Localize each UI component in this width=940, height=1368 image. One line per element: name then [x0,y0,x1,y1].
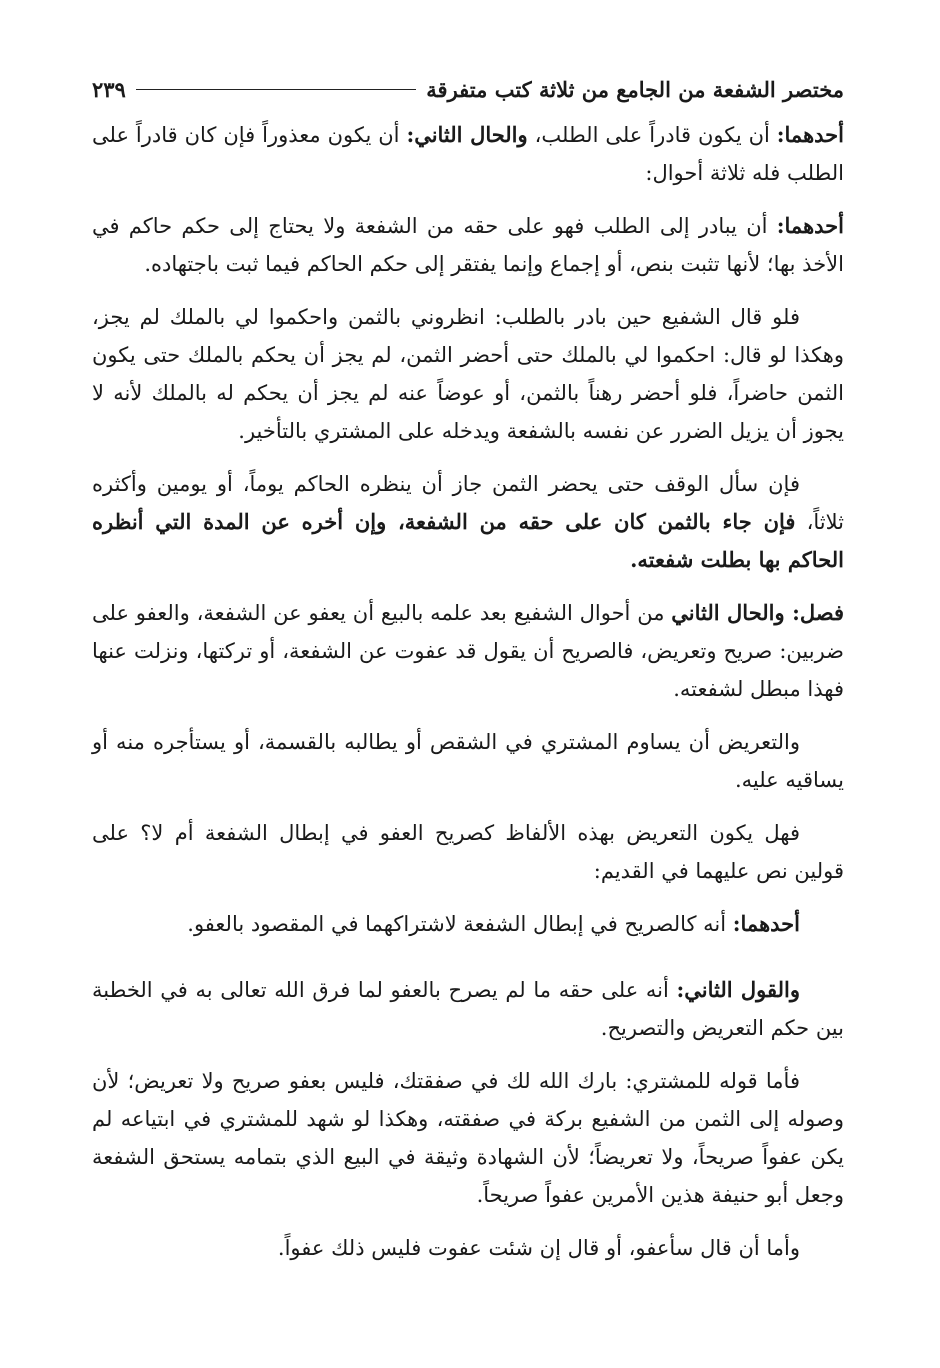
paragraph-text: أن يكون قادراً على الطلب، [527,123,777,147]
paragraph-text: فلو قال الشفيع حين بادر بالطلب: انظروني بالثمن واحكموا لي بالملك لم يجز، وهكذا لو قال: احكموا لي بالملك حتى أحضر الثمن، لم يجز أن يحكم بالملك حتى يكون الثمن حاضراً، فلو أحضر رهناً بالثمن، أو عوضاً عنه لم يجز أن يحكم له بالملك لأنه لا يجوز أن يزيل الضرر عن نفسه بالشفعة ويدخله على المشتري بالتأخير. [92,305,844,443]
paragraph-3 [92,298,844,450]
paragraph-text: أنه على حقه ما لم يصرح بالعفو لما فرق الله تعالى به في الخطبة بين حكم التعريض والتصريح. [92,978,844,1040]
header-rule [136,89,416,90]
paragraph-6 [92,723,844,799]
paragraph-text: فأما قوله للمشتري: بارك الله لك في صفقتك، فليس بعفو صريح ولا تعريض؛ لأن وصوله إلى الثمن من الشفيع بركة في صفقته، وهكذا لو شهد للمشتري في ابتياعه لم يكن عفواً صريحاً، ولا تعريضاً؛ لأن الشهادة وثيقة في البيع الذي بتمامه يستحق الشفعة وجعل أبو حنيفة هذين الأمرين عفواً صريحاً. [92,1069,844,1207]
paragraph-11 [92,1229,844,1267]
paragraph-7 [92,814,844,890]
page-header [92,72,844,106]
paragraph-bold-text: فإن جاء بالثمن كان على حقه من الشفعة، وإن أخره عن المدة التي أنظره الحاكم بها بطلت شفعته. [92,509,844,572]
running-title: مختصر الشفعة من الجامع من ثلاثة كتب متفرقة [426,76,844,102]
paragraph-text: من أحوال الشفيع بعد علمه بالبيع أن يعفو عن الشفعة، والعفو على ضربين: صريح وتعريض، فالصريح أن يقول قد عفوت عن الشفعة، أو تركتها، ونزلت عنها فهذا مبطل لشفعته. [92,601,844,701]
paragraph-2 [92,207,844,283]
paragraph-10 [92,1062,844,1214]
paragraph-lead: أحدهما: [776,122,844,147]
paragraph-text: فإن سأل الوقف حتى يحضر الثمن جاز أن ينظره الحاكم يوماً، أو يومين وأكثره ثلاثاً، [92,472,844,534]
paragraph-lead: أحدهما: [776,213,844,238]
paragraph-lead: فصل: والحال الثاني [671,600,844,625]
paragraph-8 [92,905,844,943]
page-number: ٢٣٩ [92,76,126,102]
paragraph-5 [92,594,844,708]
paragraph-1 [92,116,844,192]
paragraph-text: أن يكون معذوراً فإن كان قادراً على الطلب فله ثلاثة أحوال: [92,123,844,185]
paragraph-text: فهل يكون التعريض بهذه الألفاظ كصريح العفو في إبطال الشفعة أم لا؟ على قولين نص عليهما في القديم: [92,821,844,883]
paragraph-text: وأما أن قال سأعفو، أو قال إن شئت عفوت فليس ذلك عفواً. [277,1236,800,1260]
paragraph-text: أن يبادر إلى الطلب فهو على حقه من الشفعة ولا يحتاج إلى حكم حاكم في الأخذ بها؛ لأنها تثبت بنص، أو إجماع وإنما يفتقر إلى حكم الحاكم فيما ثبت باجتهاده. [92,214,844,276]
page-body [92,116,844,1282]
paragraph-4 [92,465,844,579]
paragraph-lead: والحال الثاني: [406,122,528,147]
paragraph-lead: أحدهما: [732,911,800,936]
paragraph-9 [92,971,844,1047]
paragraph-lead: والقول الثاني: [676,977,800,1002]
paragraph-text: والتعريض أن يساوم المشتري في الشقص أو يطالبه بالقسمة، أو يستأجره منه أو يساقيه عليه. [92,730,844,792]
paragraph-text: أنه كالصريح في إبطال الشفعة لاشتراكهما في المقصود بالعفو. [187,912,733,936]
